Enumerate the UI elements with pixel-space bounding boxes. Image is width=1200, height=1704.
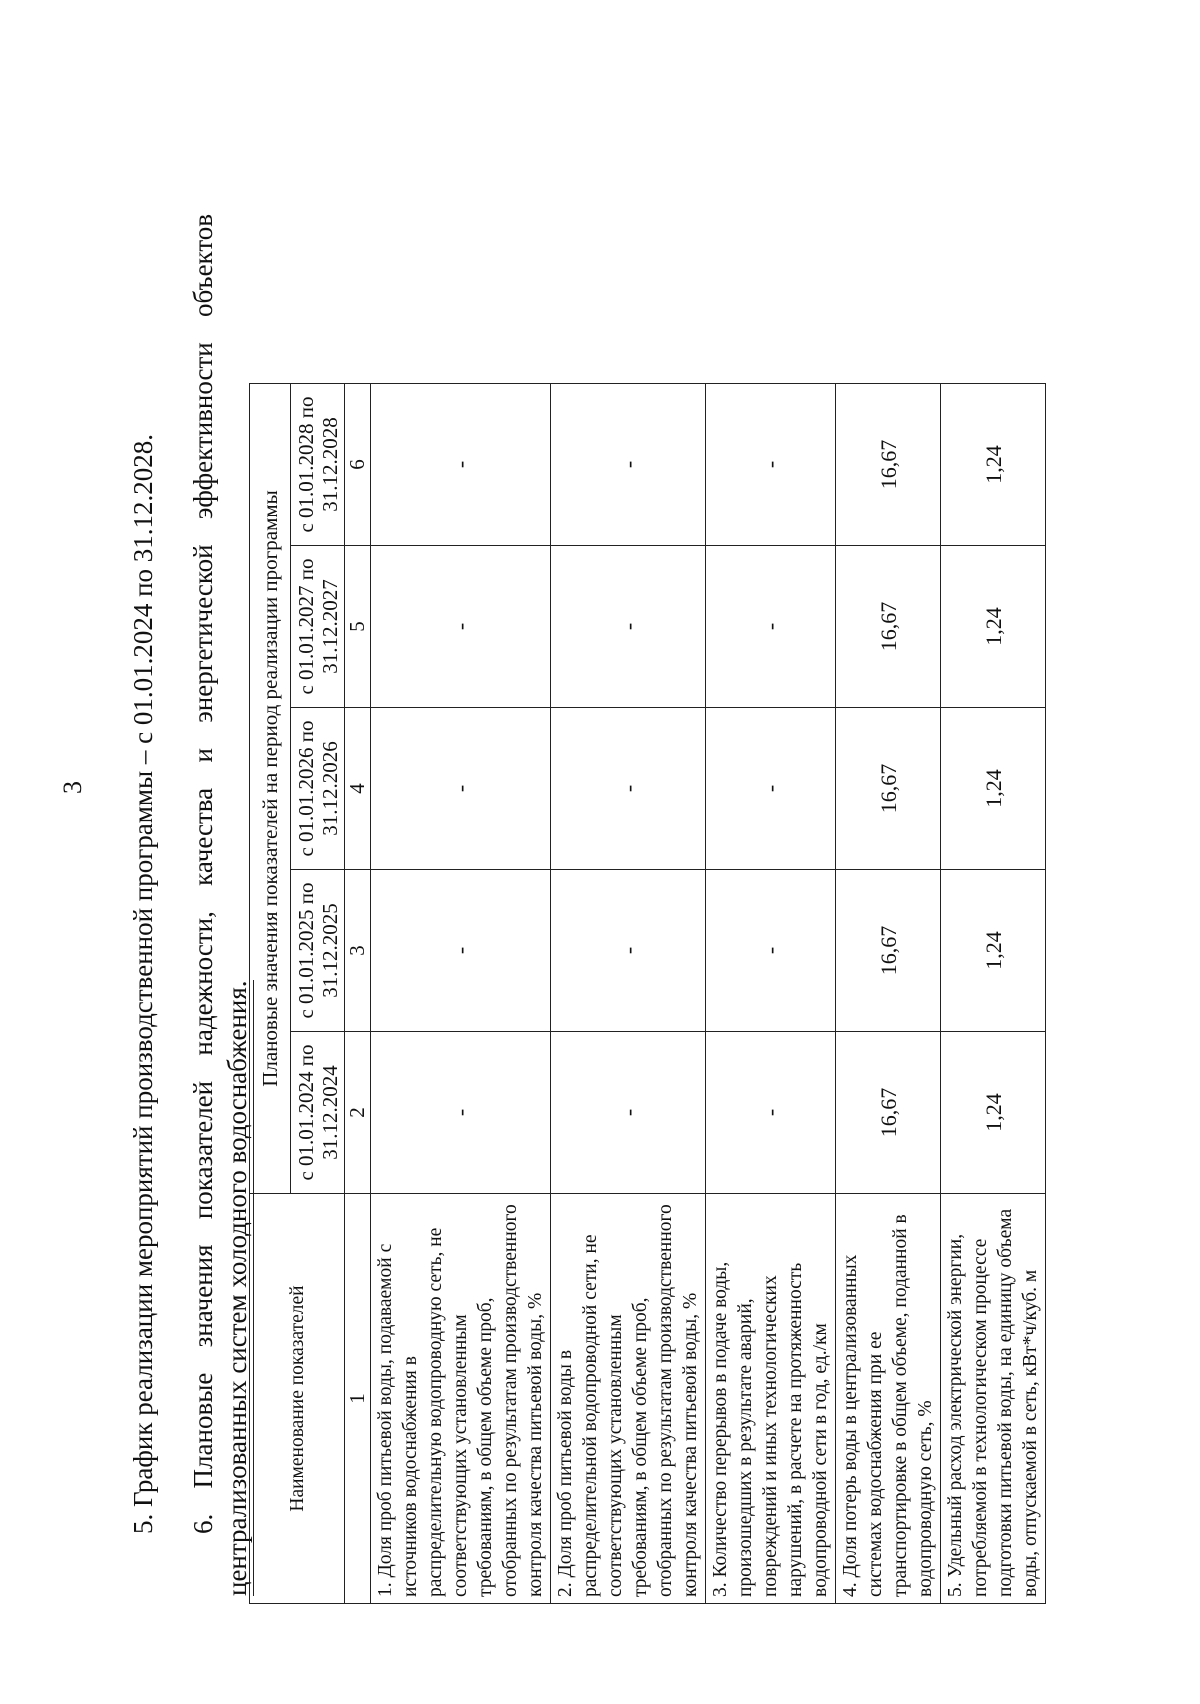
indicator-name: 2. Доля проб питьевой воды в распределительной водопроводной сети, не соответствующих установленным требованиям, в общем объеме проб, отобранных по результатам производственного контроля качества питьевой воды, %	[551, 1194, 706, 1604]
section-6-word: качества	[188, 787, 218, 886]
indicator-value: -	[551, 384, 706, 546]
period-header: с 01.01.2026 по 31.12.2026	[291, 708, 345, 870]
indicator-value: -	[706, 708, 836, 870]
section-6-word: эффективности	[188, 342, 218, 520]
table-row	[551, 384, 706, 1604]
period-header: с 01.01.2024 по 31.12.2024	[291, 1032, 345, 1194]
indicator-value: 16,67	[836, 546, 941, 708]
indicator-value: -	[706, 1032, 836, 1194]
indicator-value: 1,24	[941, 1032, 1046, 1194]
section-6-word: надежности,	[188, 911, 218, 1056]
indicator-name: 3. Количество перерывов в подаче воды, произошедших в результате аварий, повреждений и иных технологических нарушений, в расчете на протяженность водопроводной сети в год, ед./км	[706, 1194, 836, 1604]
indicator-value: -	[706, 870, 836, 1032]
indicator-value: 16,67	[836, 708, 941, 870]
period-group-header: Плановые значения показателей на период реализации программы	[250, 384, 291, 1194]
indicator-value: -	[706, 546, 836, 708]
period-header: с 01.01.2025 по 31.12.2025	[291, 870, 345, 1032]
indicator-value: 1,24	[941, 546, 1046, 708]
indicator-value: -	[551, 708, 706, 870]
indicator-value: -	[371, 384, 551, 546]
table-header-row	[250, 384, 291, 1604]
section-6-word: объектов	[188, 213, 218, 317]
section-6-word: 6.	[188, 1513, 218, 1534]
indicator-value: -	[371, 546, 551, 708]
column-number: 1	[345, 1194, 371, 1604]
section-6-heading-continuation: централизованных систем холодного водоснабжения.	[222, 980, 252, 1596]
section-6-word: и	[188, 748, 218, 763]
name-column-header: Наименование показателей	[250, 1194, 345, 1604]
column-number-row	[345, 384, 371, 1604]
table-row	[371, 384, 551, 1604]
section-6-word: энергетической	[188, 544, 218, 723]
table-row	[706, 384, 836, 1604]
section-6-word: значения	[188, 1244, 218, 1348]
column-number: 4	[345, 708, 371, 870]
indicator-value: 1,24	[941, 384, 1046, 546]
indicator-value: 1,24	[941, 708, 1046, 870]
indicator-value: 16,67	[836, 384, 941, 546]
table-row	[941, 384, 1046, 1604]
period-header: с 01.01.2028 по 31.12.2028	[291, 384, 345, 546]
period-header: с 01.01.2027 по 31.12.2027	[291, 546, 345, 708]
indicator-value: 16,67	[836, 870, 941, 1032]
column-number: 2	[345, 1032, 371, 1194]
page-number: 3	[58, 781, 87, 794]
section-6-word: показателей	[188, 1080, 218, 1220]
indicator-value: 16,67	[836, 1032, 941, 1194]
indicator-value: -	[371, 1032, 551, 1194]
indicator-value: -	[706, 384, 836, 546]
column-number: 3	[345, 870, 371, 1032]
indicator-value: -	[551, 546, 706, 708]
column-number: 5	[345, 546, 371, 708]
indicator-value: -	[371, 870, 551, 1032]
table-row	[836, 384, 941, 1604]
indicator-name: 1. Доля проб питьевой воды, подаваемой с источников водоснабжения в распределительную водопроводную сеть, не соответствующих установленным требованиям, в общем объеме проб, отобранных по результатам производственного контроля качества питьевой воды, %	[371, 1194, 551, 1604]
section-6-word: Плановые	[188, 1372, 218, 1489]
column-number: 6	[345, 384, 371, 546]
section-5-heading: 5. График реализации мероприятий производственной программы – с 01.01.2024 по 31.12.2028.	[128, 433, 158, 1534]
indicator-value: -	[551, 870, 706, 1032]
indicator-value: -	[551, 1032, 706, 1194]
indicator-value: 1,24	[941, 870, 1046, 1032]
indicator-value: -	[371, 708, 551, 870]
indicator-name: 4. Доля потерь воды в централизованных системах водоснабжения при ее транспортировке в общем объеме, поданной в водопроводную сеть, %	[836, 1194, 941, 1604]
indicator-name: 5. Удельный расход электрической энергии, потребляемой в технологическом процессе подготовки питьевой воды, на единицу объема воды, отпускаемой в сеть, кВт*ч/куб. м	[941, 1194, 1046, 1604]
section-6-heading	[188, 214, 218, 1534]
indicators-table	[249, 383, 1046, 1604]
